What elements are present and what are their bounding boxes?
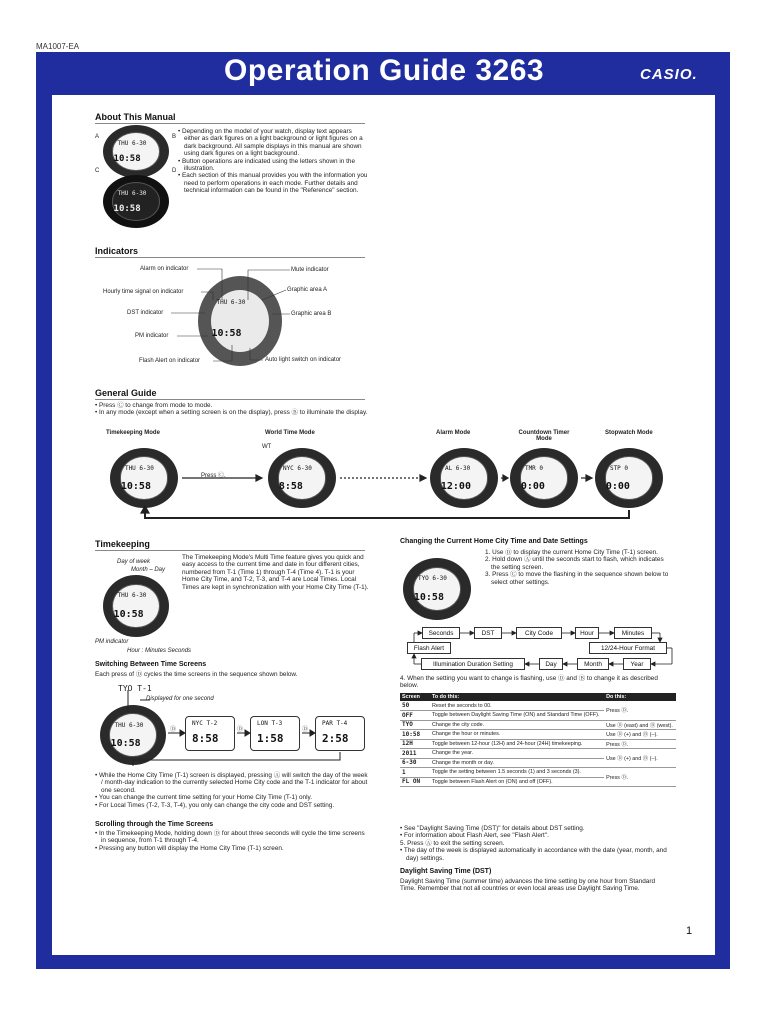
d-button-label: Ⓓ <box>237 727 244 733</box>
day-of-week-label: Day of week <box>117 559 151 565</box>
press-c-label: Press Ⓒ. <box>201 473 226 479</box>
page-title: Operation Guide 3263 <box>224 54 545 87</box>
flow-hour: Hour <box>575 627 599 639</box>
timekeeping-heading: Timekeeping <box>95 539 150 549</box>
settings-table <box>400 693 676 787</box>
mode-watch-world-time: NYC 6-30 8:58 <box>268 448 336 508</box>
table-row: TYO Change the city code. Use Ⓓ (east) and Ⓑ (west). <box>400 720 676 730</box>
flow-seconds: Seconds <box>422 627 460 639</box>
general-heading: General Guide <box>95 388 157 398</box>
table-header-row <box>400 693 676 701</box>
indicators-heading: Indicators <box>95 246 139 256</box>
flow-day: Day <box>539 658 563 670</box>
flash-alert-indicator-label: Flash Alert on indicator <box>139 358 201 364</box>
table-row: 2011 Change the year. Use Ⓓ (+) and Ⓑ (–). <box>400 749 676 759</box>
switch-heading: Switching Between Time Screens <box>95 661 207 668</box>
about-heading: About This Manual <box>95 112 176 122</box>
mode-watch-stopwatch: STP 0 0:00 <box>595 448 663 508</box>
flow-year: Year <box>623 658 651 670</box>
brand-logo: CASIO. <box>640 66 698 83</box>
table-header-todo: To do this: <box>430 693 604 701</box>
hourly-signal-label: Hourly time signal on indicator <box>103 289 184 295</box>
flow-illumination: Illumination Duration Setting <box>421 658 525 670</box>
scroll-note: • Pressing any button will display the Home City Time (T-1) screen. <box>95 844 284 852</box>
graphic-area-b-label: Graphic area B <box>291 311 332 317</box>
month-day-label: Month – Day <box>131 567 166 573</box>
after-note: • See "Daylight Saving Time (DST)" for details about DST setting. <box>400 825 585 832</box>
switch-text: Each press of Ⓓ cycles the time screens in the sequence shown below. <box>95 671 298 678</box>
button-c-label: C <box>95 168 100 174</box>
table-row: FL ON Toggle between Flash Alert on (ON) and off (OFF). <box>400 777 676 787</box>
flow-flash-alert: Flash Alert <box>407 642 451 654</box>
hour-minutes-seconds-note: Hour : Minutes Seconds <box>127 648 192 654</box>
mute-indicator-label: Mute indicator <box>291 267 329 273</box>
button-b-label: B <box>172 134 177 140</box>
pm-indicator-label: PM indicator <box>135 333 169 339</box>
flow-12-24-format: 12/24-Hour Format <box>589 642 667 654</box>
about-watch-1: THU 6-30 10:58 <box>103 125 169 178</box>
changing-heading: Changing the Current Home City Time and Date Settings <box>400 538 588 545</box>
d-button-label: Ⓓ <box>170 727 177 733</box>
t1-indicator: TYO T-1 <box>118 684 152 693</box>
mode-label-world-time: World Time Mode <box>265 430 315 436</box>
dst-heading: Daylight Saving Time (DST) <box>400 868 492 875</box>
about-bullet: • Button operations are indicated using the letters shown in the illustration. <box>178 157 356 173</box>
switch-screen-t4: PAR T-4 2:58 <box>315 716 365 751</box>
timekeeping-note: • While the Home City Time (T-1) screen is displayed, pressing Ⓐ will switch the day of the week / month-day indication to the currently selected Home City code and the T-1 indicator for about one second. <box>95 772 368 794</box>
timekeeping-intro: The Timekeeping Mode's Multi Time feature gives you quick and easy access to the current time and date in four different cities, numbered from T-1 (Time 1) through T-4 (Time 4). T-1 is your Home City Time, and T-2, T-3, and T-4 are Local Times. Local Times are kept in synchronization with your Home City Time (T-1). <box>182 554 369 591</box>
changing-step: 2. Hold down Ⓐ until the seconds start to flash, which indicates the setting screen. <box>485 556 664 571</box>
switch-screen-t2: NYC T-2 8:58 <box>185 716 235 751</box>
pm-indicator-note: PM indicator <box>95 639 129 645</box>
about-bullet: • Each section of this manual provides you with the information you need to perform operations in each mode. Further details and technical information can be found in the "Reference" section. <box>178 172 368 195</box>
step-4: 4. When the setting you want to change is flashing, use Ⓓ and Ⓑ to change it as described below. <box>400 675 658 690</box>
document-code: MA1007-EA <box>36 42 80 51</box>
table-row: 1 Toggle the setting between 1.5 seconds (1) and 3 seconds (3). Press Ⓓ. <box>400 768 676 778</box>
after-note: • For information about Flash Alert, see "Flash Alert". <box>400 832 549 840</box>
table-row: OFF Toggle between Daylight Saving Time (ON) and Standard Time (OFF). <box>400 711 676 721</box>
general-bullet: • In any mode (except when a setting screen is on the display), press Ⓑ to illuminate the display. <box>95 409 368 417</box>
after-note: 5. Press Ⓐ to exit the setting screen. <box>400 839 505 847</box>
scroll-note: • In the Timekeeping Mode, holding down Ⓓ for about three seconds will cycle the time screens in sequence, from T-1 through T-4. <box>95 830 365 845</box>
switch-screen-t3: LON T-3 1:58 <box>250 716 300 751</box>
about-watch-2: THU 6-30 10:58 <box>103 175 169 228</box>
alarm-indicator-label: Alarm on indicator <box>140 266 189 272</box>
button-d-label: D <box>172 168 177 174</box>
changing-step: 3. Press Ⓒ to move the flashing in the sequence shown below to select other settings. <box>485 571 669 586</box>
mode-label-timekeeping: Timekeeping Mode <box>106 430 160 436</box>
mode-watch-alarm: AL 6-30 12:00 <box>430 448 498 508</box>
table-row: 10:58 Change the hour or minutes. Use Ⓓ (+) and Ⓑ (–). <box>400 730 676 740</box>
button-a-label: A <box>95 134 100 140</box>
timekeeping-watch: THU 6-30 10:58 <box>103 575 169 637</box>
dst-text: Daylight Saving Time (summer time) advances the time setting by one hour from Standard Time. Remember that not all countries or even local areas use Daylight Saving Time. <box>400 878 656 893</box>
after-table-notes <box>400 825 680 862</box>
wt-indicator-label: WT <box>262 444 272 450</box>
scroll-heading: Scrolling through the Time Screens <box>95 821 214 828</box>
flow-dst: DST <box>474 627 502 639</box>
changing-watch: TYO 6-30 10:58 <box>403 558 471 620</box>
mode-label-alarm: Alarm Mode <box>436 430 471 436</box>
indicators-watch: THU 6-30 10:58 <box>198 276 282 366</box>
switch-watch-t1: THU 6-30 10:58 <box>100 705 166 765</box>
timekeeping-note: • You can change the current time setting for your Home City Time (T-1) only. <box>95 794 313 802</box>
table-row: 12H Toggle between 12-hour (12H) and 24-hour (24H) timekeeping. Press Ⓓ. <box>400 739 676 749</box>
about-bullet: • Depending on the model of your watch, display text appears either as dark figures on a light background or light figures on a dark background. All sample displays in this manual are shown using dark figures on a light background. <box>178 128 363 158</box>
flow-minutes: Minutes <box>614 627 652 639</box>
table-row: 50 Reset the seconds to 00. Press Ⓓ. <box>400 701 676 711</box>
mode-watch-timekeeping: THU 6-30 10:58 <box>110 448 178 508</box>
page-number: 1 <box>686 925 693 937</box>
after-note: • The day of the week is displayed automatically in accordance with the date (year, month, and day) settings. <box>400 847 667 862</box>
displayed-one-second-note: Displayed for one second <box>146 696 214 702</box>
mode-watch-countdown: TMR 0 0:00 <box>510 448 578 508</box>
dst-indicator-label: DST indicator <box>127 310 164 316</box>
table-row: 6-30 Change the month or day. <box>400 758 676 768</box>
table-header-screen: Screen <box>400 693 430 701</box>
auto-light-indicator-label: Auto light switch on indicator <box>265 357 342 363</box>
mode-label-stopwatch: Stopwatch Mode <box>605 430 653 436</box>
changing-step: 1. Use Ⓓ to display the current Home City Time (T-1) screen. <box>485 549 658 556</box>
flow-month: Month <box>577 658 609 670</box>
timekeeping-note: • For Local Times (T-2, T-3, T-4), you only can change the city code and DST setting. <box>95 801 335 809</box>
general-bullet: • Press Ⓒ to change from mode to mode. <box>95 402 213 409</box>
flow-city-code: City Code <box>516 627 562 639</box>
mode-label-countdown: Countdown Timer Mode <box>518 430 570 442</box>
graphic-area-a-label: Graphic area A <box>287 287 328 293</box>
table-header-dothis: Do this: <box>604 693 676 701</box>
d-button-label: Ⓓ <box>302 727 309 733</box>
